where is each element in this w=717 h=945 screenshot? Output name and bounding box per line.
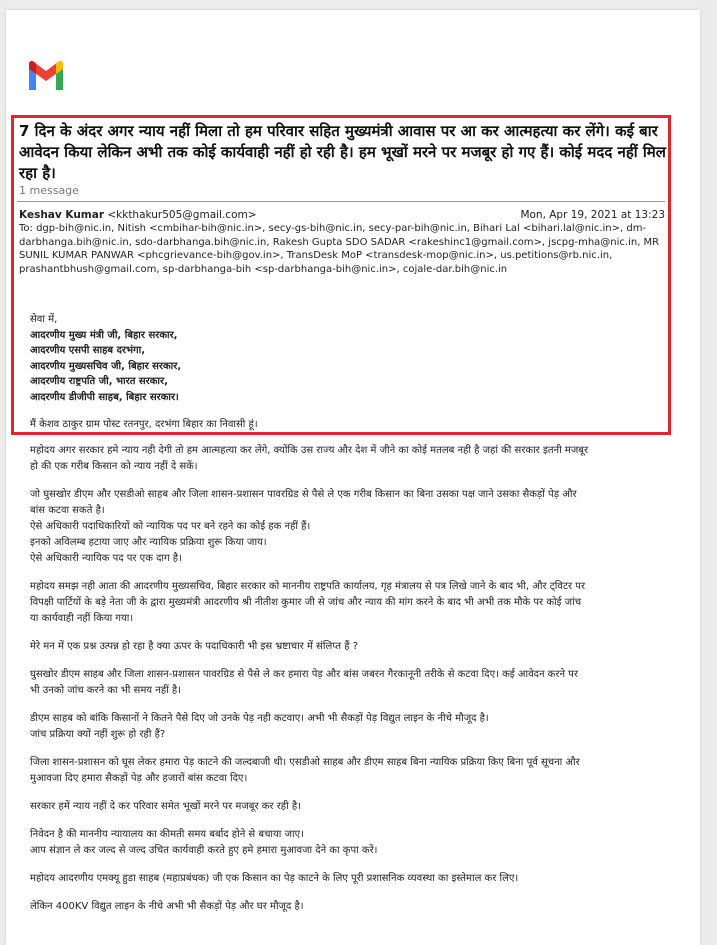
sender xyxy=(19,209,257,221)
body-paragraph xyxy=(30,443,660,475)
header-divider xyxy=(17,201,665,202)
body-paragraph xyxy=(30,827,660,859)
gmail-logo-icon xyxy=(26,60,66,92)
body-line: आप संज्ञान ले कर जल्द से जल्द उचित कार्यवाही करते हुए हमे हमारा मुआवजा देने का कृपा करें। xyxy=(30,845,378,856)
body-line: भी उनको जांच करने का भी समय नहीं है। xyxy=(30,685,182,696)
sender-email: <kkthakur505@gmail.com> xyxy=(107,209,257,221)
email-body-main xyxy=(30,443,660,915)
body-line: महोदय आदरणीय एमक्यू हुडा साहब (महाप्रबंधक) जी एक किसान का पेड़ काटने के लिए पूरी प्रशासनिक व्यवस्था का इस्तेमाल कर लिए। xyxy=(30,873,519,884)
addressee-line: आदरणीय मुख्यसचिव जी, बिहार सरकार, xyxy=(30,360,182,372)
message-count: 1 message xyxy=(19,184,79,197)
addressee-line: आदरणीय एसपी साहब दरभंगा, xyxy=(30,345,146,356)
email-subject: 7 दिन के अंदर अगर न्याय नहीं मिला तो हम परिवार सहित मुख्यमंत्री आवास पर आ कर आत्महत्या कर लेंगे। कई बार आवेदन किया लेकिन अभी तक कोई कार्यवाही नहीं हो रही है। हम भूखों मरने पर मजबूर हो गए हैं। कोई मदद नहीं मिल रहा है। xyxy=(19,122,666,182)
body-line: महोदय समझ नही आता की आदरणीय मुख्यसचिव, बिहार सरकार को माननीय राष्ट्रपति कार्यालय, गृह मंत्रालय से पत्र लिखे जाने के बाद भी, और ट्विटर पर xyxy=(30,581,586,592)
email-date: Mon, Apr 19, 2021 at 13:23 xyxy=(520,209,665,221)
body-paragraph xyxy=(30,711,660,743)
body-line: विपक्षी पार्टियों के बड़े नेता जी के द्वारा मुख्यमंत्री आदरणीय श्री नीतीश कुमार जी से जांच और न्याय की मांग करने के बाद भी अभी तक मौके पर कोई जांच xyxy=(30,597,582,608)
body-line: मेरे मन में एक प्रश्न उत्पन्न हो रहा है क्या ऊपर के पदाधिकारी भी इस भ्रष्टाचार में संलिप्त हैं ? xyxy=(30,641,359,652)
body-paragraph xyxy=(30,899,660,915)
addressee-line: आदरणीय राष्ट्रपति जी, भारत सरकार, xyxy=(30,376,168,387)
recipients: To: dgp-bih@nic.in, Nitish <cmbihar-bih@nic.in>, secy-gs-bih@nic.in, secy-par-bih@nic.in, Bihari Lal <bihari.lal@nic.in>, dm-darbhanga.bih@nic.in, sdo-darbhanga.bih@nic.in, Rakesh Gupta SDO SADAR <rakeshinc1@gmail.com>, jscpg-mha@nic.in, MR SUNIL KUMAR PANWAR <phcgrievance-bih@gov.in>, TransDesk MoP <transdesk-mop@nic.in>, us.petitions@rb.nic.in, prashantbhush@gmail.com, sp-darbhanga-bih <sp-darbhanga-bih@nic.in>, cojale-dar.bih@nic.in xyxy=(19,223,660,275)
body-paragraph xyxy=(30,579,660,627)
body-line: हो की एक गरीब किसान को न्याय नहीं दे सकें। xyxy=(30,461,198,472)
body-paragraph xyxy=(30,755,660,787)
body-line: जिला शासन-प्रशासन को घूस लेकर हमारा पेड़ काटने की जल्दबाजी थी। एसडीओ साहब और डीएम साहब बिना न्यायिक प्रक्रिया किए बिना पूर्व सूचना और xyxy=(30,757,580,768)
intro-line: मैं केशव ठाकुर ग्राम पोस्ट रतनपुर, दरभंगा बिहार का निवासी हूं। xyxy=(30,419,258,430)
body-paragraph xyxy=(30,487,660,567)
body-line: या कार्यवाही नहीं किया गया। xyxy=(30,613,134,624)
body-paragraph xyxy=(30,667,660,699)
body-line: इनको अविलम्ब हटाया जाए और न्यायिक प्रक्रिया शुरू किया जाय। xyxy=(30,537,267,548)
body-line: लेकिन 400KV विद्युत लाइन के नीचे अभी भी सैकड़ों पेड़ और घर मौजूद है। xyxy=(30,901,304,912)
body-line: ऐसे अधिकारी पदाधिकारियों को न्यायिक पद पर बने रहने का कोई हक नहीं हैं। xyxy=(30,521,311,532)
body-line: महोदय अगर सरकार हमे न्याय नही देगी तो हम आत्महत्या कर लेंगे, क्योंकि उस राज्य और देश में जीने का कोई मतलब नही है जहां की सरकार इतनी मजबूर xyxy=(30,445,589,456)
body-line: बांस कटवा सकते है। xyxy=(30,505,105,516)
email-body-top xyxy=(30,312,660,433)
addressee-line: आदरणीय डीजीपी साहब, बिहार सरकार। xyxy=(30,391,179,403)
body-paragraph xyxy=(30,639,660,655)
body-line: ऐसे अधिकारी न्यायिक पद पर एक दाग है। xyxy=(30,553,182,564)
body-line: निवेदन है की माननीय न्यायालय का कीमती समय बर्बाद होने से बचाया जाए। xyxy=(30,829,304,840)
sender-name: Keshav Kumar xyxy=(19,209,105,221)
body-paragraph xyxy=(30,799,660,815)
body-line: डीएम साहब को बांकि किसानों ने कितने पैसे दिए जो उनके पेड़ नही कटवाए। अभी भी सैकड़ों पेड़ विद्युत लाइन के नीचे मौजूद है। xyxy=(30,713,489,724)
body-line: जो घुसखोर डीएम और एसडीओ साहब और जिला शासन-प्रशासन पावरग्रिड से पैसे ले एक गरीब किसान का बिना उसका पक्ष जाने उसका सैकड़ों पेड़ और xyxy=(30,489,577,500)
body-line: जांच प्रक्रिया क्यों नहीं शुरू हो रही हैं? xyxy=(30,729,166,740)
body-line: मुआवजा दिए हमारा सैकड़ों पेड़ और हजारों बांस कटवा दिए। xyxy=(30,773,248,784)
addressee-line: आदरणीय मुख्य मंत्री जी, बिहार सरकार, xyxy=(30,329,178,341)
body-line: घुसखोर डीएम साहब और जिला शासन-प्रशासन पावरग्रिड से पैसे ले कर हमारा पेड़ और बांस जबरन गैरकानूनी तरीके से कटवा दिए। कई आवेदन करने पर xyxy=(30,669,578,680)
salutation: सेवा में, xyxy=(30,314,58,325)
body-paragraph xyxy=(30,871,660,887)
body-line: सरकार हमें न्याय नहीं दे कर परिवार समेत भूखों मरने पर मजबूर कर रही है। xyxy=(30,801,301,812)
